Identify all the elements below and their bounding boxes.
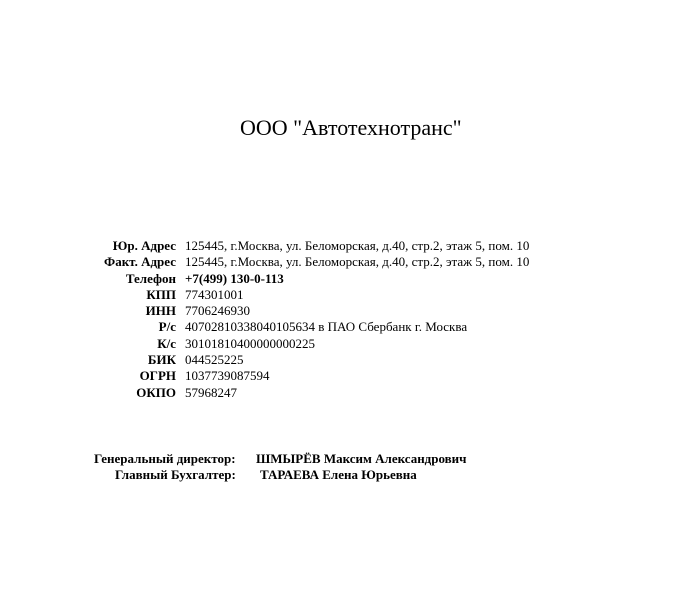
requisite-value: 7706246930 [185, 303, 250, 319]
requisite-label: Р/с [158, 319, 176, 335]
signature-role: Генеральный директор: [94, 451, 236, 466]
requisite-row-okpo [88, 385, 648, 401]
requisites-block [88, 238, 648, 401]
requisite-value: 774301001 [185, 286, 244, 302]
requisite-label: БИК [147, 352, 176, 368]
requisite-row-inn [88, 303, 648, 319]
requisite-value: 30101810400000000225 [185, 335, 315, 351]
requisite-row-corr-account [88, 336, 648, 352]
signature-role: Главный Бухгалтер: [115, 467, 236, 482]
requisite-row-account [88, 319, 648, 335]
requisite-value: 044525225 [185, 352, 244, 368]
requisite-value: 1037739087594 [185, 368, 270, 384]
requisite-label: КПП [146, 286, 176, 302]
requisite-value: 40702810338040105634 в ПАО Сбербанк г. Москва [185, 319, 468, 335]
requisite-row-legal-address [88, 238, 648, 254]
requisite-row-actual-address [88, 254, 648, 270]
signature-name: ШМЫРЁВ Максим Александрович [256, 451, 467, 466]
requisite-row-ogrn [88, 368, 648, 384]
requisite-row-kpp [88, 287, 648, 303]
requisite-value: 57968247 [185, 384, 237, 400]
requisite-row-bik [88, 352, 648, 368]
signature-name: ТАРАЕВА Елена Юрьевна [260, 467, 417, 482]
requisite-label: ИНН [145, 303, 176, 319]
company-title: ООО "Автотехнотранс" [240, 115, 462, 140]
requisite-row-phone [88, 271, 648, 287]
requisite-value: +7(499) 130-0-113 [185, 270, 284, 286]
requisite-label: Факт. Адрес [104, 254, 176, 270]
requisite-label: Юр. Адрес [112, 238, 176, 253]
requisite-value: 125445, г.Москва, ул. Беломорская, д.40, стр.2, этаж 5, пом. 10 [185, 254, 530, 270]
requisite-label: ОГРН [139, 368, 176, 384]
requisite-label: Телефон [125, 270, 176, 286]
requisite-label: ОКПО [136, 384, 176, 400]
requisite-value: 125445, г.Москва, ул. Беломорская, д.40, стр.2, этаж 5, пом. 10 [185, 238, 530, 253]
requisite-label: К/с [157, 335, 176, 351]
